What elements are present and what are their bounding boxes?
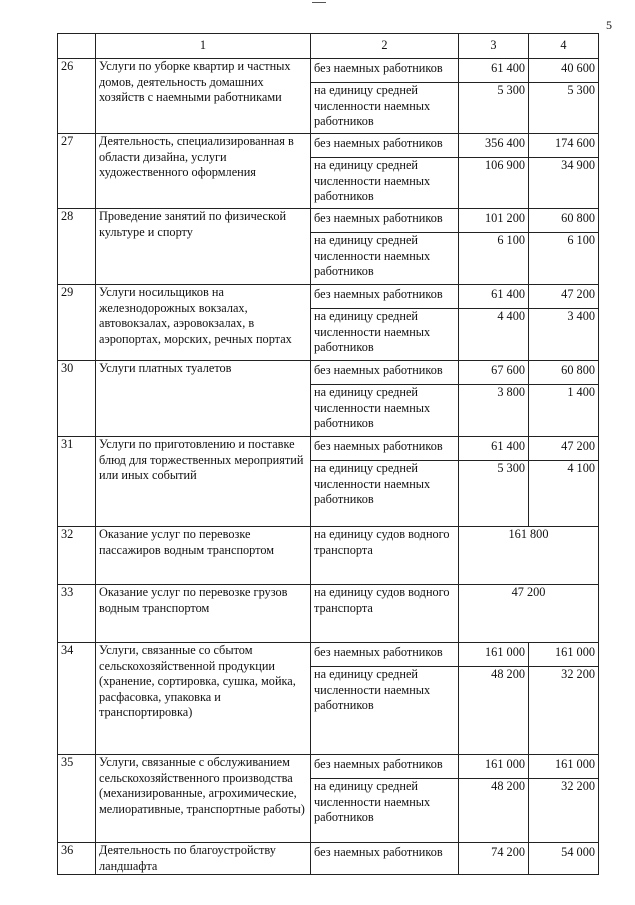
indicator-type: без наемных работников: [311, 134, 459, 158]
indicator-type: на единицу средней численности наемных работников: [311, 83, 459, 134]
header-cell: [58, 34, 96, 59]
indicator-type: без наемных работников: [311, 59, 459, 83]
row-number: 33: [58, 585, 96, 643]
value-col3: 4 400: [459, 309, 529, 361]
value-col4: 47 200: [529, 437, 599, 461]
value-col4: 60 800: [529, 361, 599, 385]
service-name: Деятельность по благоустройству ландшафта: [96, 843, 311, 875]
indicator-type: без наемных работников: [311, 209, 459, 233]
value-col3: 3 800: [459, 385, 529, 437]
tariff-table: [57, 33, 599, 875]
row-number: 34: [58, 643, 96, 755]
row-number: 28: [58, 209, 96, 285]
value-col3: 101 200: [459, 209, 529, 233]
table-row: [58, 643, 599, 667]
row-number: 26: [58, 59, 96, 134]
value-col3: 61 400: [459, 285, 529, 309]
service-name: Услуги, связанные с обслуживанием сельскохозяйственного производства (механизированные, агрохимические, мелиоративные, транспортные работы): [96, 755, 311, 843]
indicator-type: без наемных работников: [311, 285, 459, 309]
indicator-type: без наемных работников: [311, 643, 459, 667]
value-col3: 161 000: [459, 643, 529, 667]
service-name: Оказание услуг по перевозке грузов водным транспортом: [96, 585, 311, 643]
row-number: 32: [58, 527, 96, 585]
row-number: 29: [58, 285, 96, 361]
indicator-type: на единицу судов водного транспорта: [311, 527, 459, 585]
page-top-mark: [312, 2, 326, 3]
value-col3: 61 400: [459, 437, 529, 461]
value-col4: 60 800: [529, 209, 599, 233]
indicator-type: без наемных работников: [311, 755, 459, 779]
value-col3: 106 900: [459, 158, 529, 209]
value-col4: 4 100: [529, 461, 599, 527]
indicator-type: на единицу средней численности наемных работников: [311, 461, 459, 527]
indicator-type: на единицу средней численности наемных работников: [311, 233, 459, 285]
value-col3: 5 300: [459, 461, 529, 527]
value-col4: 174 600: [529, 134, 599, 158]
value-col4: 47 200: [529, 285, 599, 309]
page-number: 5: [606, 18, 612, 32]
service-name: Проведение занятий по физической культуре и спорту: [96, 209, 311, 285]
service-name: Услуги по уборке квартир и частных домов, деятельность домашних хозяйств с наемными работниками: [96, 59, 311, 134]
row-number: 36: [58, 843, 96, 875]
table-row: [58, 59, 599, 83]
value-col3: 48 200: [459, 779, 529, 843]
value-merged: 47 200: [459, 585, 599, 643]
value-merged: 161 800: [459, 527, 599, 585]
row-number: 30: [58, 361, 96, 437]
indicator-type: без наемных работников: [311, 843, 459, 875]
service-name: Услуги по приготовлению и поставке блюд для торжественных мероприятий или иных событий: [96, 437, 311, 527]
service-name: Услуги, связанные со сбытом сельскохозяйственной продукции (хранение, сортировка, сушка, мойка, расфасовка, упаковка и транспортировка): [96, 643, 311, 755]
value-col4: 5 300: [529, 83, 599, 134]
table-row: [58, 437, 599, 461]
service-name: Услуги платных туалетов: [96, 361, 311, 437]
table-row: [58, 209, 599, 233]
header-cell: 3: [459, 34, 529, 59]
value-col4: 3 400: [529, 309, 599, 361]
table-row: [58, 134, 599, 158]
indicator-type: на единицу средней численности наемных работников: [311, 667, 459, 755]
header-cell: 4: [529, 34, 599, 59]
table-row: [58, 585, 599, 643]
value-col4: 6 100: [529, 233, 599, 285]
table-row: [58, 361, 599, 385]
table-row: [58, 843, 599, 875]
service-name: Услуги носильщиков на железнодорожных вокзалах, автовокзалах, аэровокзалах, в аэропортах, морских, речных портах: [96, 285, 311, 361]
value-col3: 6 100: [459, 233, 529, 285]
value-col3: 5 300: [459, 83, 529, 134]
table-row: [58, 755, 599, 779]
service-name: Деятельность, специализированная в области дизайна, услуги художественного оформления: [96, 134, 311, 209]
table-header-row: [58, 34, 599, 59]
value-col4: 161 000: [529, 755, 599, 779]
value-col3: 61 400: [459, 59, 529, 83]
value-col3: 161 000: [459, 755, 529, 779]
indicator-type: на единицу средней численности наемных работников: [311, 779, 459, 843]
value-col3: 67 600: [459, 361, 529, 385]
value-col4: 34 900: [529, 158, 599, 209]
table-row: [58, 527, 599, 585]
indicator-type: на единицу судов водного транспорта: [311, 585, 459, 643]
indicator-type: без наемных работников: [311, 361, 459, 385]
value-col3: 48 200: [459, 667, 529, 755]
value-col4: 40 600: [529, 59, 599, 83]
value-col4: 32 200: [529, 779, 599, 843]
value-col4: 1 400: [529, 385, 599, 437]
row-number: 27: [58, 134, 96, 209]
indicator-type: без наемных работников: [311, 437, 459, 461]
row-number: 35: [58, 755, 96, 843]
value-col4: 161 000: [529, 643, 599, 667]
indicator-type: на единицу средней численности наемных работников: [311, 385, 459, 437]
table-row: [58, 285, 599, 309]
value-col4: 32 200: [529, 667, 599, 755]
indicator-type: на единицу средней численности наемных работников: [311, 158, 459, 209]
value-col3: 74 200: [459, 843, 529, 875]
value-col4: 54 000: [529, 843, 599, 875]
header-cell: 1: [96, 34, 311, 59]
value-col3: 356 400: [459, 134, 529, 158]
header-cell: 2: [311, 34, 459, 59]
service-name: Оказание услуг по перевозке пассажиров водным транспортом: [96, 527, 311, 585]
indicator-type: на единицу средней численности наемных работников: [311, 309, 459, 361]
row-number: 31: [58, 437, 96, 527]
